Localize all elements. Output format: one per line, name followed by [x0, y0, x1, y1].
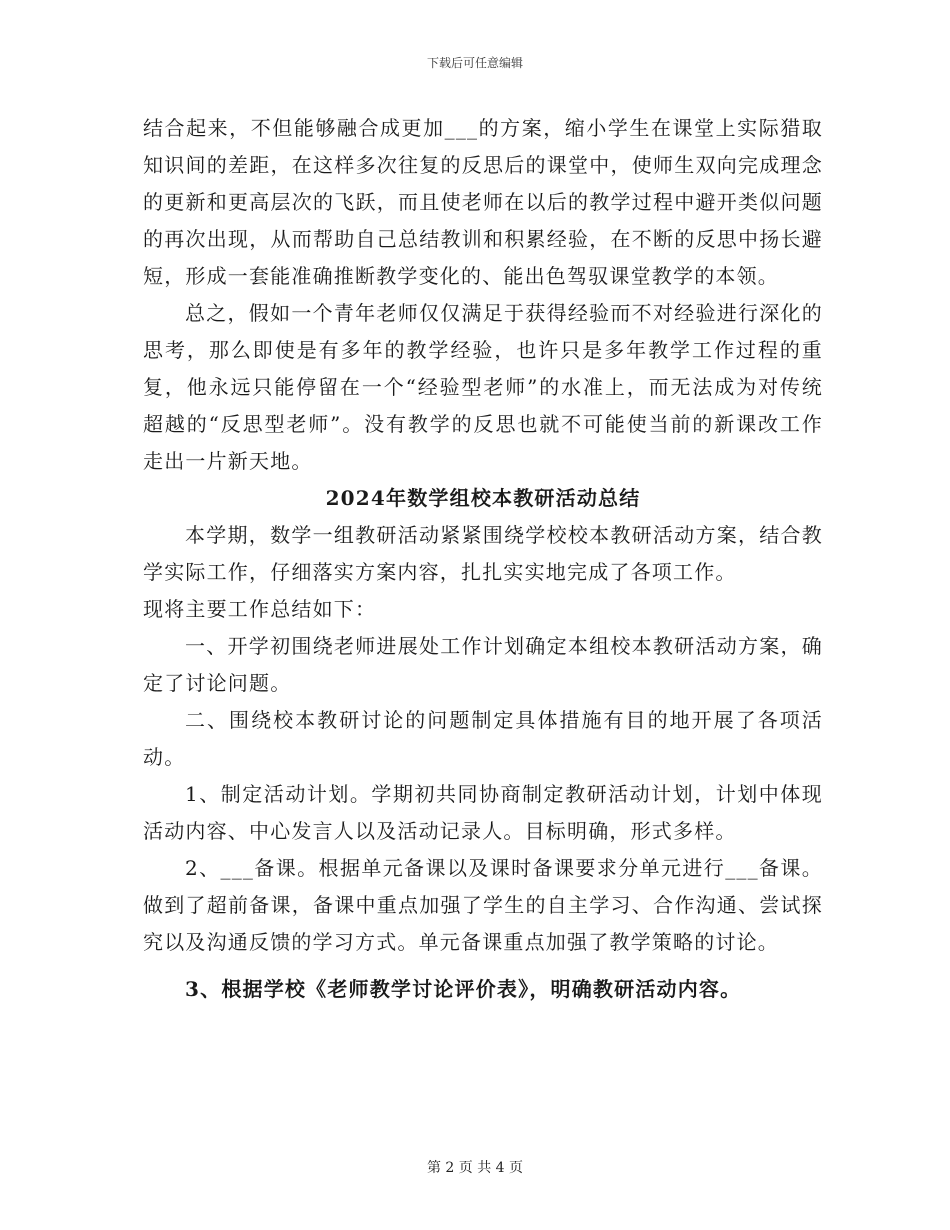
page-number: 第 2 页 共 4 页	[426, 1160, 524, 1176]
paragraph-subitem-one: 1、制定活动计划。学期初共同协商制定教研活动计划，计划中体现活动内容、中心发言人以及活动记录人。目标明确，形式多样。	[143, 782, 823, 843]
document-body	[143, 110, 823, 1008]
section-title: 2024年数学组校本教研活动总结	[325, 486, 641, 510]
paragraph-item-two: 二、围绕校本教研讨论的问题制定具体措施有目的地开展了各项活动。	[143, 708, 823, 769]
paragraph-subitem-three: 3、根据学校《老师教学讨论评价表》，明确教研活动内容。	[185, 977, 742, 1001]
paragraph-summary-lead: 现将主要工作总结如下：	[143, 597, 377, 621]
paragraph-subitem-two: 2、___备课。根据单元备课以及课时备课要求分单元进行___备课。做到了超前备课，备课中重点加强了学生的自主学习、合作沟通、尝试探究以及沟通反馈的学习方式。单元备课重点加强了教学策略的讨论。	[143, 856, 823, 954]
paragraph-continuation: 结合起来，不但能够融合成更加___的方案，缩小学生在课堂上实际猎取知识间的差距，在这样多次往复的反思后的课堂中，使师生双向完成理念的更新和更高层次的飞跃，而且使老师在以后的教学过程中避开类似问题的再次出现，从而帮助自己总结教训和积累经验，在不断的反思中扬长避短，形成一套能准确推断教学变化的、能出色驾驭课堂教学的本领。	[143, 116, 823, 288]
paragraph-intro: 本学期，数学一组教研活动紧紧围绕学校校本教研活动方案，结合教学实际工作，仔细落实方案内容，扎扎实实地完成了各项工作。	[143, 523, 823, 584]
header-note: 下载后可任意编辑	[426, 56, 523, 70]
paragraph-conclusion: 总之，假如一个青年老师仅仅满足于获得经验而不对经验进行深化的思考，那么即使是有多年的教学经验，也许只是多年教学工作过程的重复，他永远只能停留在一个“经验型老师”的水准上，而无法成为对传统超越的“反思型老师”。没有教学的反思也就不可能使当前的新课改工作走出一片新天地。	[143, 301, 823, 473]
paragraph-item-one: 一、开学初围绕老师进展处工作计划确定本组校本教研活动方案，确定了讨论问题。	[143, 634, 823, 695]
